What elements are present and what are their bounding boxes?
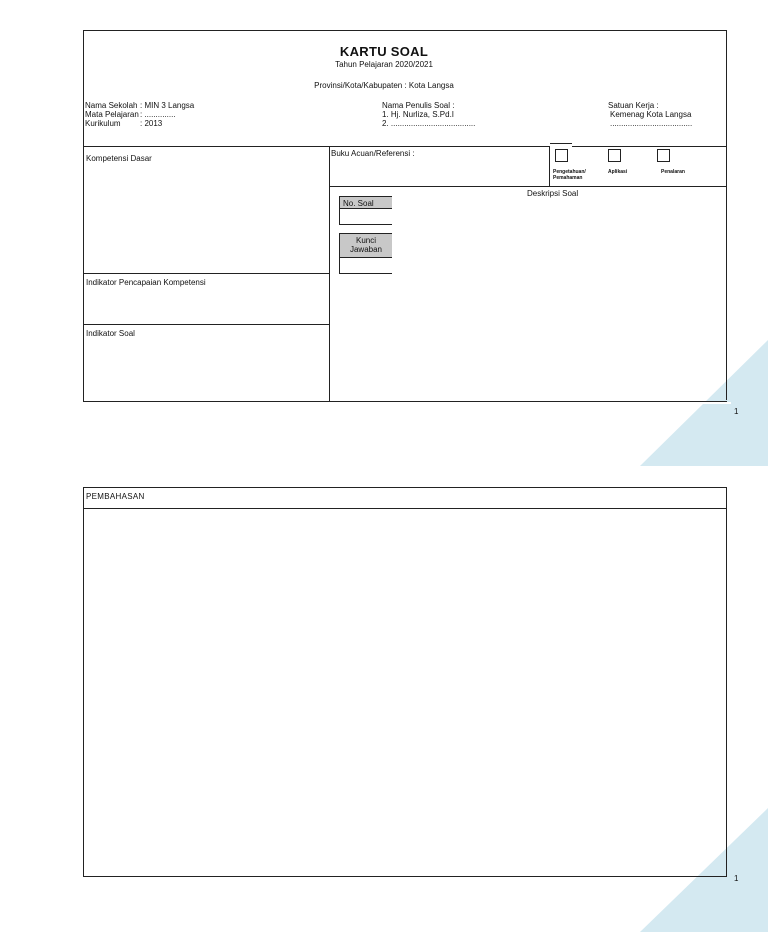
subject-label: Mata Pelajaran: [85, 110, 139, 119]
pembahasan-title: PEMBAHASAN: [86, 492, 145, 501]
deskripsi-soal-label: Deskripsi Soal: [527, 189, 579, 198]
card-title: KARTU SOAL: [339, 44, 429, 59]
curriculum-label: Kurikulum: [85, 119, 121, 128]
level-divider: [549, 146, 550, 186]
no-soal-field[interactable]: [339, 208, 392, 225]
unit-dots: .....................................: [610, 119, 693, 128]
header-divider-right: [572, 146, 726, 147]
pembahasan-divider: [83, 508, 727, 509]
page-number: 1: [734, 874, 739, 883]
card-bottom-border: [83, 401, 391, 402]
column-divider: [329, 146, 330, 402]
kompetensi-dasar-label: Kompetensi Dasar: [86, 154, 152, 163]
curriculum-value: : 2013: [140, 119, 163, 128]
card-year: Tahun Pelajaran 2020/2021: [335, 60, 433, 69]
checkbox-aplikasi[interactable]: [608, 149, 621, 162]
section-divider: [83, 273, 329, 274]
checkbox-penalaran[interactable]: [657, 149, 670, 162]
buku-acuan-label: Buku Acuan/Referensi :: [331, 149, 415, 158]
kunci-jawaban-field[interactable]: [339, 257, 392, 274]
school-value: : MIN 3 Langsa: [140, 101, 195, 110]
school-label: Nama Sekolah: [85, 101, 138, 110]
kunci-jawaban-header: Kunci Jawaban: [339, 233, 392, 258]
unit-label: Satuan Kerja :: [608, 101, 659, 110]
unit-value: Kemenag Kota Langsa: [610, 110, 692, 119]
indikator-pencapaian-label: Indikator Pencapaian Kompetensi: [86, 278, 206, 287]
pembahasan-card: [83, 487, 727, 877]
level-penalaran-label: Penalaran: [661, 169, 685, 175]
level-pengetahuan-label: Pengetahuan/ Pemahaman: [553, 169, 586, 181]
header-divider: [83, 146, 550, 147]
header-divider-tick: [550, 143, 572, 144]
subject-value: : ..............: [140, 110, 176, 119]
writer-1: 1. Hj. Nurliza, S.Pd.I: [382, 110, 455, 119]
card-region: Provinsi/Kota/Kabupaten : Kota Langsa: [314, 81, 454, 90]
no-soal-header: No. Soal: [339, 196, 392, 209]
level-aplikasi-label: Aplikasi: [608, 169, 628, 175]
reference-divider: [329, 186, 726, 187]
page-number: 1: [734, 407, 739, 416]
school-info: [85, 101, 194, 128]
section-divider: [83, 324, 329, 325]
writer-info: [382, 101, 475, 128]
writer-2: 2. ......................................: [382, 119, 476, 128]
writer-label: Nama Penulis Soal :: [382, 101, 455, 110]
unit-info: [608, 101, 692, 128]
checkbox-pengetahuan[interactable]: [555, 149, 568, 162]
indikator-soal-label: Indikator Soal: [86, 329, 135, 338]
